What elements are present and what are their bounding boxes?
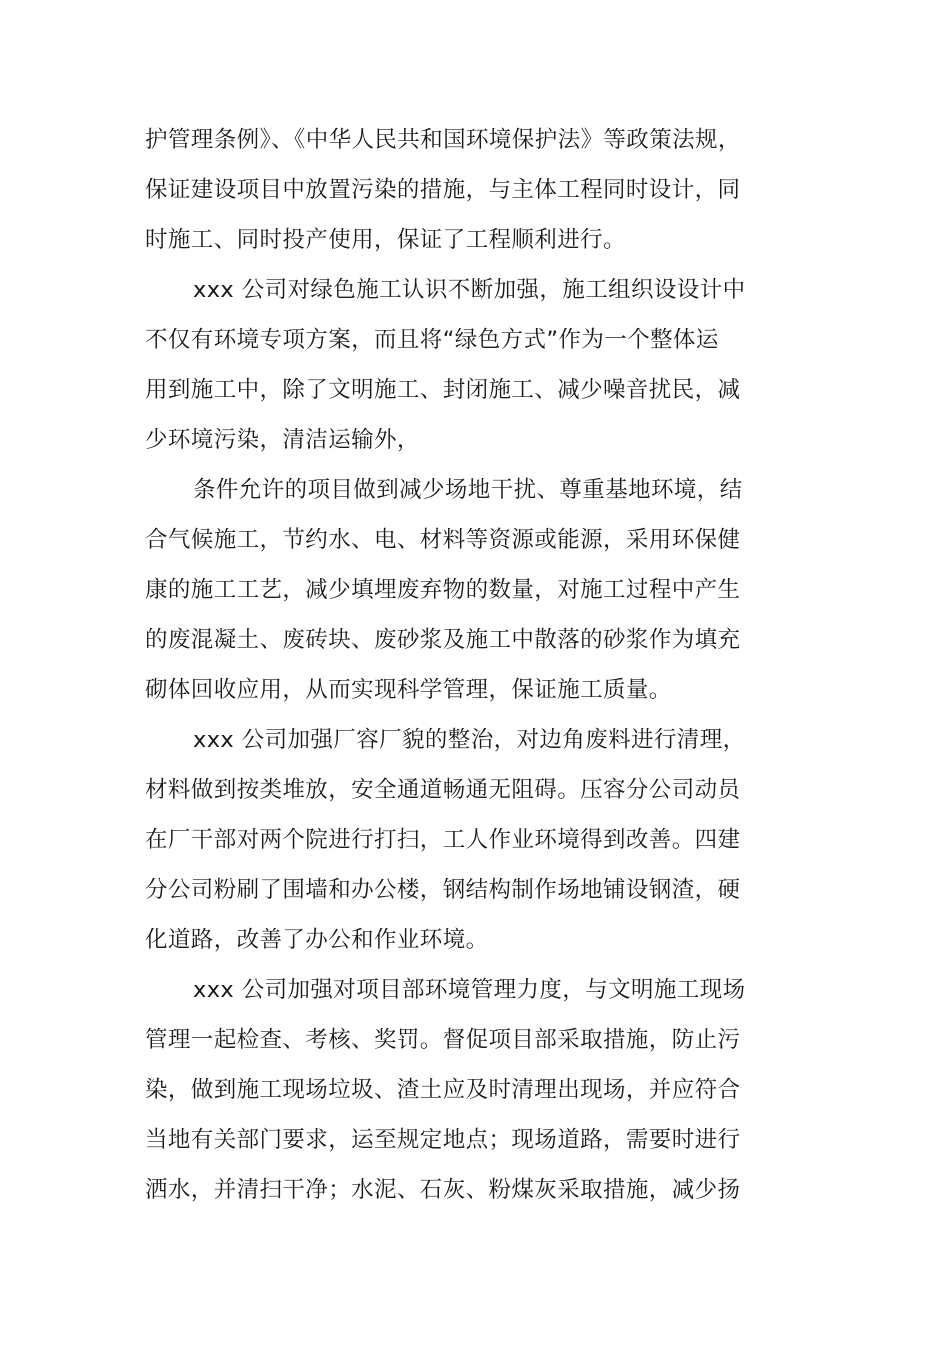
text-line-8: 条件允许的项目做到减少场地干扰、尊重基地环境，结 <box>193 477 743 503</box>
text-line-3: 时施工、同时投产使用，保证了工程顺利进行。 <box>145 227 626 253</box>
text-line-18: xxx 公司加强对项目部环境管理力度，与文明施工现场 <box>193 977 746 1003</box>
text-line-5: 不仅有环境专项方案，而且将“绿色方式”作为一个整体运 <box>145 327 719 353</box>
text-line-21: 当地有关部门要求，运至规定地点；现场道路，需要时进行 <box>145 1127 741 1153</box>
text-line-16: 分公司粉刷了围墙和办公楼，钢结构制作场地铺设钢渣，硬 <box>145 877 741 903</box>
text-line-14: 材料做到按类堆放，安全通道畅通无阻碍。压容分公司动员 <box>145 777 741 803</box>
text-line-10: 康的施工工艺，减少填埋废弃物的数量，对施工过程中产生 <box>145 577 741 603</box>
text-line-19: 管理一起检查、考核、奖罚。督促项目部采取措施，防止污 <box>145 1027 741 1053</box>
text-line-12: 砌体回收应用，从而实现科学管理，保证施工质量。 <box>145 677 672 703</box>
document-body <box>145 115 770 1215</box>
text-line-17: 化道路，改善了办公和作业环境。 <box>145 927 489 953</box>
text-line-6: 用到施工中，除了文明施工、封闭施工、减少噪音扰民，减 <box>145 377 741 403</box>
text-line-1: 护管理条例》、《中华人民共和国环境保护法》等政策法规， <box>145 127 741 153</box>
text-line-9: 合气候施工，节约水、电、材料等资源或能源，采用环保健 <box>145 527 741 553</box>
text-line-22: 洒水，并清扫干净；水泥、石灰、粉煤灰采取措施，减少扬 <box>145 1177 741 1203</box>
text-line-7: 少环境污染，清洁运输外， <box>145 427 420 453</box>
text-line-11: 的废混凝土、废砖块、废砂浆及施工中散落的砂浆作为填充 <box>145 627 741 653</box>
text-line-13: xxx 公司加强厂容厂貌的整治，对边角废料进行清理， <box>193 727 746 753</box>
text-line-15: 在厂干部对两个院进行打扫，工人作业环境得到改善。四建 <box>145 827 741 853</box>
text-line-20: 染，做到施工现场垃圾、渣土应及时清理出现场，并应符合 <box>145 1077 741 1103</box>
text-line-4: xxx 公司对绿色施工认识不断加强，施工组织设设计中 <box>193 277 746 303</box>
text-line-2: 保证建设项目中放置污染的措施，与主体工程同时设计，同 <box>145 177 741 203</box>
